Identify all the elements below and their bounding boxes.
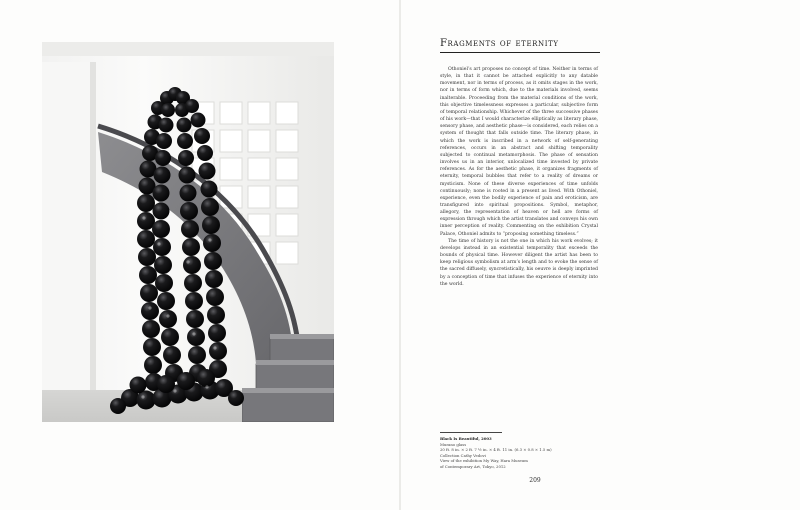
caption-collection: Collection Cathy Vedovi <box>440 452 486 458</box>
paragraph-1: Othoniel’s art proposes no concept of time. Neither in terms of style, in that it cannot be attached explicitly to any datable movement, nor in terms of process, as it omits stages in the work, nor in terms of form which, due to the materials involved, seems inalterable. Proceeding from the material conditions of the work, this objective timelessness expresses a particular, subjective form of temporal relationship. Whichever of the three successive phases of his work—that I would characterize elliptically as literary phase, sensory phase, and aesthetic phase—is considered, each relies on a system of thought that falls outside time. The literary phase, in which the work is inscribed in a network of self-generating references, occurs in an abstract and shifting temporality subjected to continual metamorphosis. The phase of sensation involves us in an interior, unlocalized time invested by private references. As for the aesthetic phase, it organizes fragments of eternity, temporal bubbles that refer to a reality of dreams or mysticism. None of these diverse experiences of time unfolds continuously; none is rooted in a present as lived. With Othoniel, experience, even the bodily experience of pain and eroticism, are transfigured into spiritual propositions. Symbol, metaphor, allegory, the representation of heaven or hell are forms of expression through which the artist translates and conveys his own inner perception of reality. Commenting on the exhibition Crystal Palace, Othoniel admits to “proposing something timeless.” <box>440 67 598 237</box>
artwork-caption <box>440 436 600 470</box>
caption-title: Black Is Beautiful, 2003 <box>440 436 492 441</box>
page-gutter <box>399 0 401 510</box>
paragraph-2: The time of history is not the one in which his work evolves; it develops instead in an existential temporality that exceeds the bounds of physical time. However diligent the artist has been to keep religious symbolism at arm’s length and to evoke the sense of the sacred diffusely, syncretistically, his oeuvre is deeply imprinted by a conception of time that infuses the experience of eternity into the world. <box>440 238 598 287</box>
caption-medium: Murano glass <box>440 441 467 447</box>
caption-rule <box>440 432 502 433</box>
caption-exhibition-line-2: of Contemporary Art, Tokyo, 2012 <box>440 463 506 469</box>
essay-body <box>440 66 598 288</box>
page-number: 209 <box>529 477 541 484</box>
caption-exhibition-line-1: View of the exhibition My Way, Hara Museum <box>440 458 528 464</box>
caption-dimensions: 20 ft. 8 in. × 2 ft. 7 ½ in. × 4 ft. 11 in. (6.3 × 0.8 × 1.5 m) <box>440 447 552 453</box>
staircase-sculpture-illustration <box>42 42 334 422</box>
heading-rule <box>440 52 600 53</box>
artwork-photo <box>42 42 334 422</box>
section-heading: Fragments of eternity <box>440 38 559 49</box>
